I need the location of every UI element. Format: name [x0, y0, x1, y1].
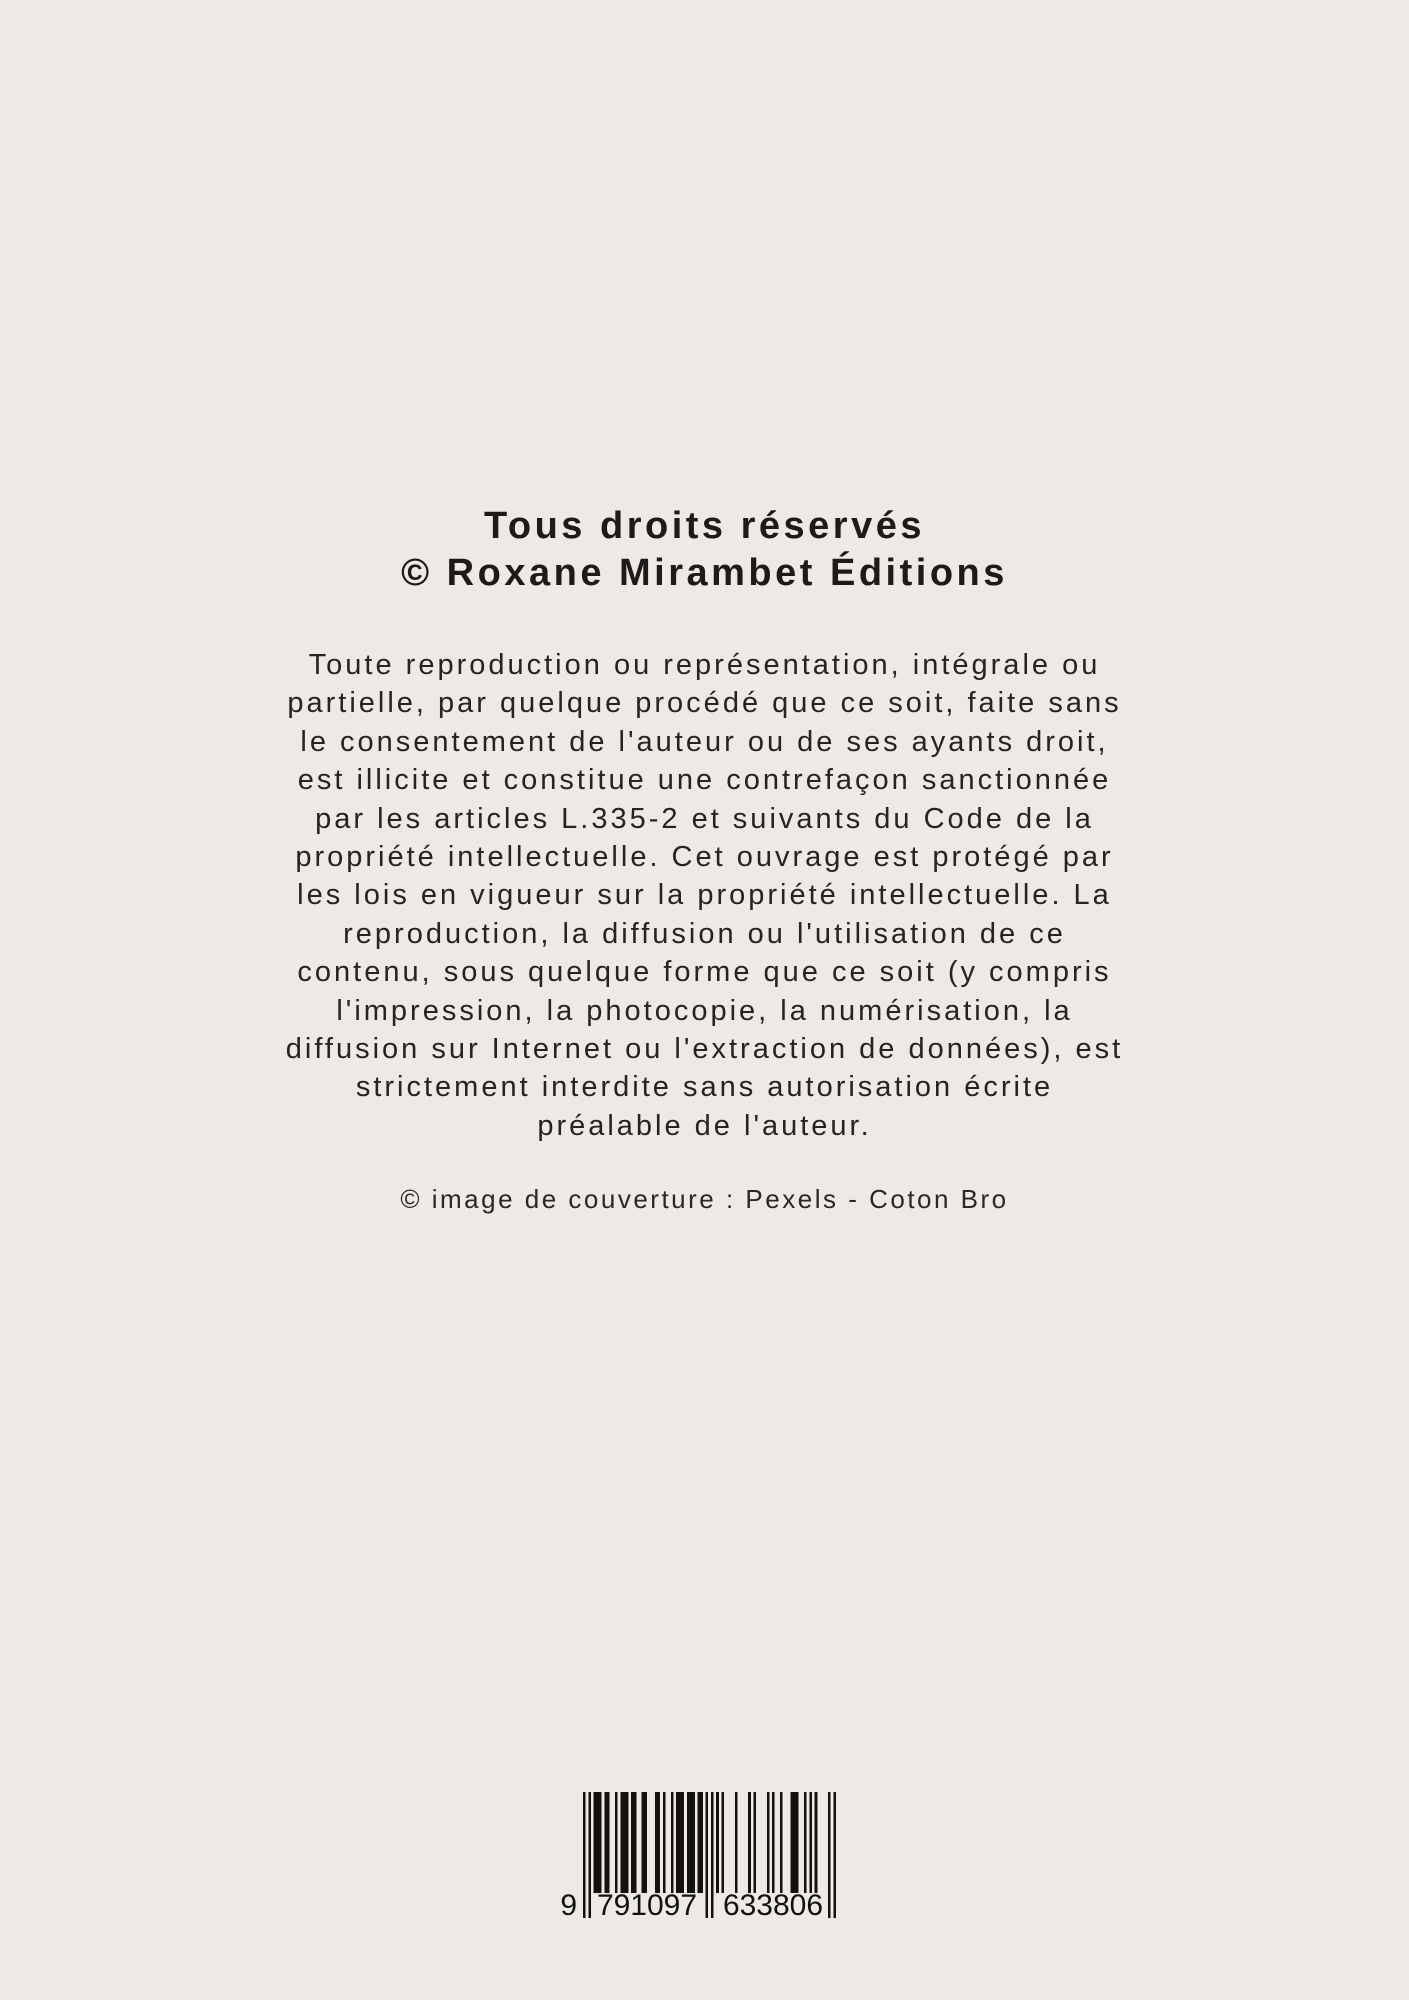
barcode-lead-digit: 9 [560, 1889, 577, 1922]
legal-text-line: les lois en vigueur sur la propriété intellectuelle. La [297, 879, 1112, 912]
cover-image-credit: © image de couverture : Pexels - Coton Bro [400, 1184, 1009, 1214]
legal-text-line: est illicite et constitue une contrefaçon sanctionnée [297, 764, 1112, 797]
isbn-barcode [560, 1792, 836, 1925]
legal-text-line: partielle, par quelque procédé que ce soit, faite sans [287, 687, 1122, 720]
legal-text-line: par les articles L.335-2 et suivants du Code de la [315, 802, 1094, 835]
legal-text-line: contenu, sous quelque forme que ce soit (y compris [297, 956, 1112, 989]
legal-text-line: propriété intellectuelle. Cet ouvrage est protégé par [295, 841, 1114, 874]
barcode-right-digits: 633806 [722, 1889, 824, 1922]
legal-text-line: l'impression, la photocopie, la numérisation, la [336, 994, 1073, 1027]
publisher-copyright-line: © Roxane Mirambet Éditions [401, 552, 1008, 594]
legal-text-line: le consentement de l'auteur ou de ses ayants droit, [300, 725, 1109, 758]
rights-reserved-title: Tous droits réservés [483, 505, 925, 547]
copyright-header [0, 503, 1409, 597]
legal-text-line: Toute reproduction ou représentation, intégrale ou [308, 649, 1101, 681]
legal-text-line: diffusion sur Internet ou l'extraction de données), est [285, 1033, 1124, 1066]
barcode-left-digits: 791097 [596, 1889, 698, 1922]
legal-text-line: reproduction, la diffusion ou l'utilisation de ce [343, 917, 1066, 950]
legal-notice-paragraph [100, 646, 1309, 1145]
legal-text-line: strictement interdite sans autorisation écrite [355, 1071, 1054, 1104]
legal-text-line: préalable de l'auteur. [537, 1109, 872, 1142]
